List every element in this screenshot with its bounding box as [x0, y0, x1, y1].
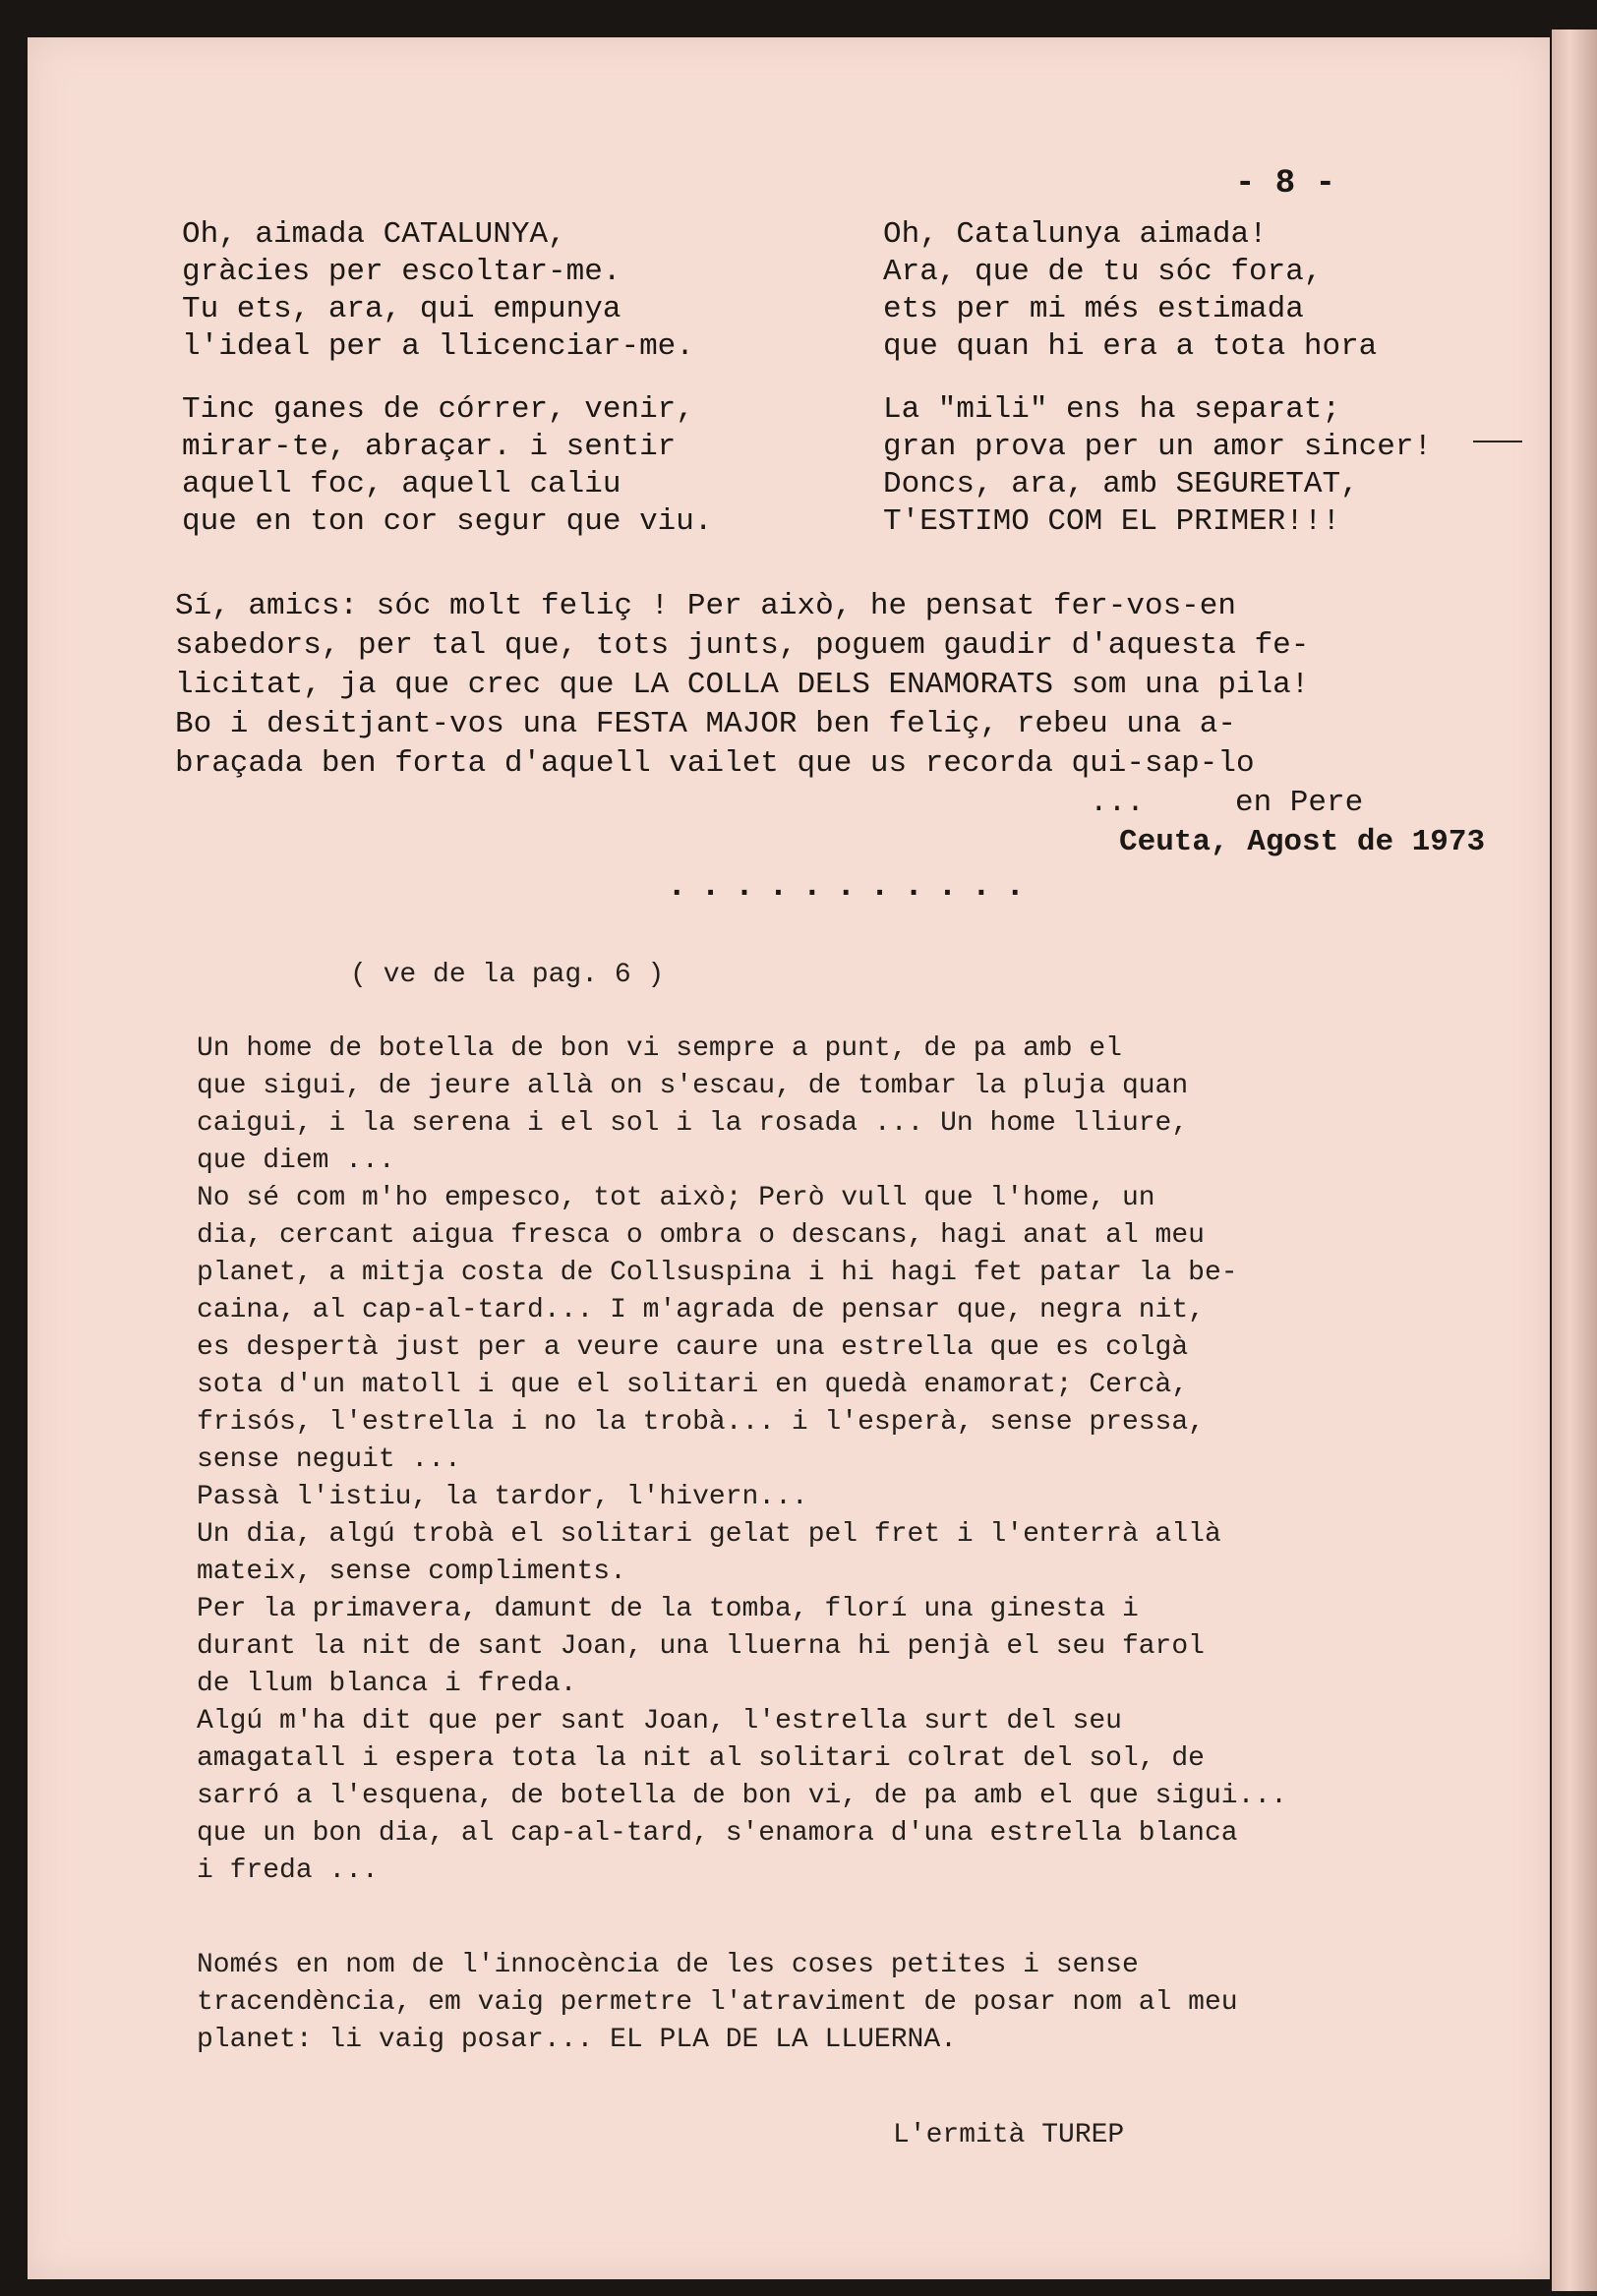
- story-line: que sigui, de jeure allà on s'escau, de tombar la pluja quan: [197, 1071, 1189, 1101]
- letter-place-date: Ceuta, Agost de 1973: [1119, 825, 1486, 859]
- story-line: sota d'un matoll i que el solitari en quedà enamorat; Cercà,: [197, 1370, 1189, 1400]
- story-line: planet, a mitja costa de Collsuspina i hi hagi fet patar la be-: [197, 1258, 1238, 1288]
- poem-right-line: Ara, que de tu sóc fora,: [883, 255, 1323, 289]
- story-line: de llum blanca i freda.: [197, 1669, 577, 1699]
- continued-from: ( ve de la pag. 6 ): [350, 960, 665, 990]
- story-line: mateix, sense compliments.: [197, 1557, 626, 1587]
- story-line: caigui, i la serena i el sol i la rosada ... Un home lliure,: [197, 1108, 1189, 1139]
- poem-left-line: mirar-te, abraçar. i sentir: [182, 430, 677, 464]
- poem-right-line: ets per mi més estimada: [883, 292, 1304, 326]
- document-page: [28, 37, 1550, 2279]
- poem-left-line: gràcies per escoltar-me.: [182, 255, 621, 289]
- story-closing-line: planet: li vaig posar... EL PLA DE LA LLUERNA.: [197, 2025, 957, 2055]
- story-line: amagatall i espera tota la nit al solitari colrat del sol, de: [197, 1743, 1205, 1774]
- letter-ellipsis: ...: [1090, 786, 1145, 820]
- story-line: Per la primavera, damunt de la tomba, florí una ginesta i: [197, 1594, 1139, 1624]
- letter-line: braçada ben forta d'aquell vailet que us recorda qui-sap-lo: [175, 746, 1255, 781]
- poem-left-line: l'ideal per a llicenciar-me.: [182, 329, 694, 364]
- poem-left-line: que en ton cor segur que viu.: [182, 504, 713, 539]
- story-line: Un dia, algú trobà el solitari gelat pel fret i l'enterrà allà: [197, 1519, 1221, 1550]
- poem-left-line: Tinc ganes de córrer, venir,: [182, 392, 694, 427]
- story-line: frisós, l'estrella i no la trobà... i l'esperà, sense pressa,: [197, 1407, 1205, 1438]
- story-line: Algú m'ha dit que per sant Joan, l'estrella surt del seu: [197, 1706, 1122, 1737]
- story-closing-line: Només en nom de l'innocència de les coses petites i sense: [197, 1950, 1139, 1980]
- story-line: es despertà just per a veure caure una estrella que es colgà: [197, 1332, 1189, 1363]
- section-separator: ...........: [667, 868, 1039, 906]
- poem-right-line: Doncs, ara, amb SEGURETAT,: [883, 467, 1359, 501]
- poem-left-line: aquell foc, aquell caliu: [182, 467, 621, 501]
- story-line: que diem ...: [197, 1146, 395, 1176]
- story-line: Un home de botella de bon vi sempre a punt, de pa amb el: [197, 1033, 1122, 1064]
- poem-right-line: que quan hi era a tota hora: [883, 329, 1378, 364]
- poem-right-line: Oh, Catalunya aimada!: [883, 217, 1268, 252]
- story-closing-line: tracendència, em vaig permetre l'atraviment de posar nom al meu: [197, 1987, 1238, 2018]
- story-line: Passà l'istiu, la tardor, l'hivern...: [197, 1482, 808, 1512]
- story-signature: L'ermità TUREP: [893, 2120, 1125, 2150]
- letter-line: sabedors, per tal que, tots junts, poguem gaudir d'aquesta fe-: [175, 628, 1310, 663]
- margin-mark: [1473, 441, 1522, 442]
- story-line: No sé com m'ho empesco, tot això; Però vull que l'home, un: [197, 1183, 1155, 1213]
- letter-line: licitat, ja que crec que LA COLLA DELS ENAMORATS som una pila!: [175, 668, 1310, 702]
- story-line: dia, cercant aigua fresca o ombra o descans, hagi anat al meu: [197, 1220, 1205, 1251]
- poem-left-line: Oh, aimada CATALUNYA,: [182, 217, 566, 252]
- poem-right-line: La "mili" ens ha separat;: [883, 392, 1341, 427]
- letter-signature: en Pere: [1235, 786, 1364, 820]
- poem-left-line: Tu ets, ara, qui empunya: [182, 292, 621, 326]
- page-edge: [1552, 29, 1597, 2291]
- poem-right-line: T'ESTIMO COM EL PRIMER!!!: [883, 504, 1341, 539]
- story-line: que un bon dia, al cap-al-tard, s'enamora d'una estrella blanca: [197, 1818, 1238, 1849]
- story-line: durant la nit de sant Joan, una lluerna hi penjà el seu farol: [197, 1631, 1205, 1662]
- poem-right-line: gran prova per un amor sincer!: [883, 430, 1433, 464]
- story-line: i freda ...: [197, 1855, 379, 1886]
- story-line: sense neguit ...: [197, 1444, 461, 1475]
- story-line: sarró a l'esquena, de botella de bon vi, de pa amb el que sigui...: [197, 1781, 1287, 1811]
- letter-line: Sí, amics: sóc molt feliç ! Per això, he pensat fer-vos-en: [175, 589, 1236, 623]
- letter-line: Bo i desitjant-vos una FESTA MAJOR ben feliç, rebeu una a-: [175, 707, 1236, 741]
- page-number: - 8 -: [1235, 165, 1336, 203]
- story-line: caina, al cap-al-tard... I m'agrada de pensar que, negra nit,: [197, 1295, 1205, 1325]
